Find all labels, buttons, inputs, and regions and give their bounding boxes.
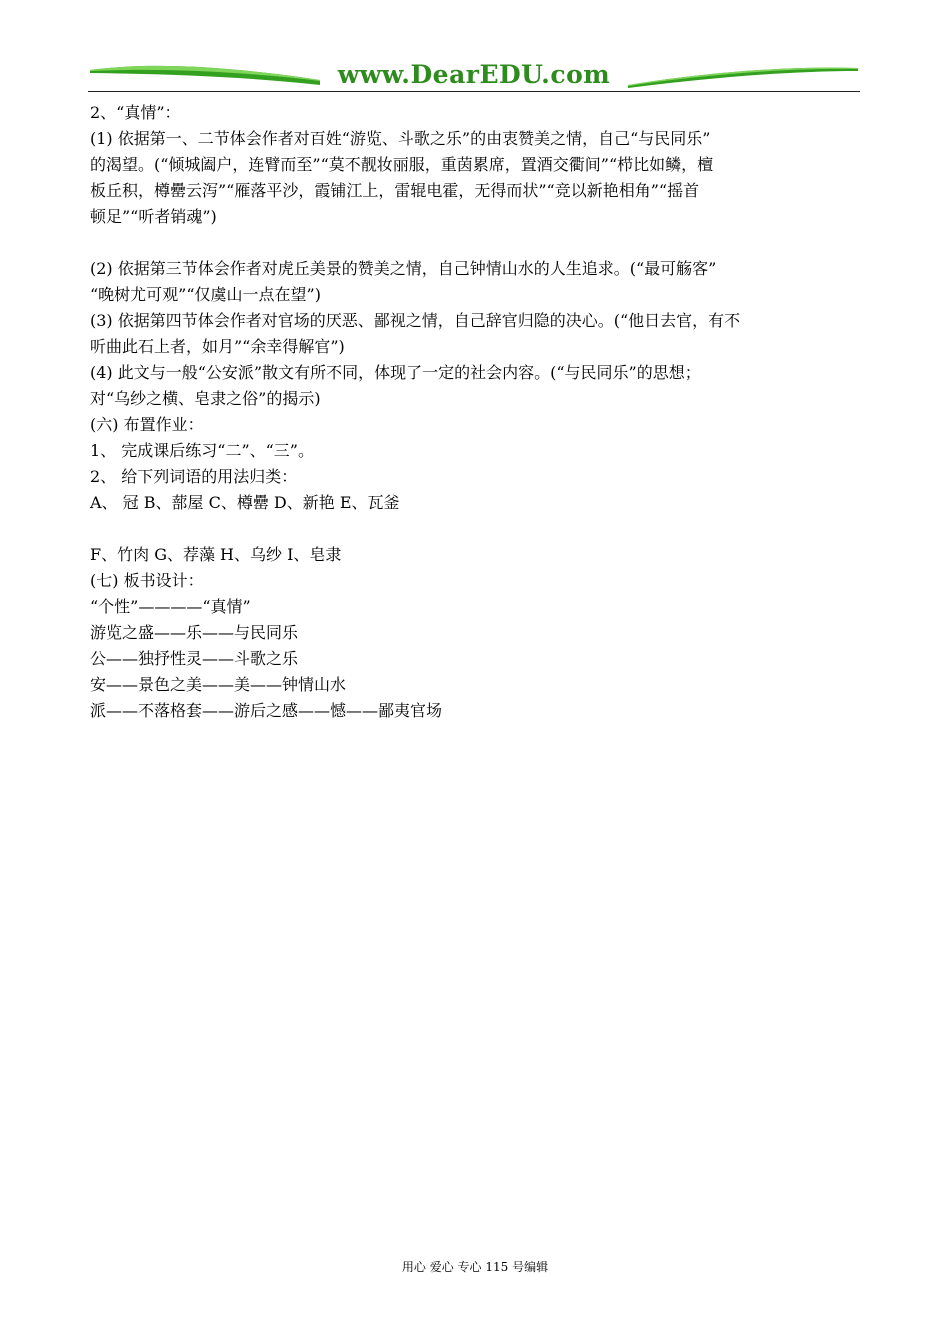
blank-line: [90, 516, 862, 542]
board-line: 派——不落格套——游后之感——憾——鄙夷官场: [90, 701, 443, 720]
site-logo[interactable]: www.DearEDU.com: [337, 60, 611, 89]
text-line: 板丘积，樽罍云泻”“雁落平沙，霞铺江上，雷辊电霍，无得而状”“竞以新艳相角”“摇首: [90, 181, 700, 200]
site-header: [88, 58, 860, 94]
text-line: 的渴望。(“倾城阖户，连臂而至”“莫不靓妆丽服，重茵累席，置酒交衢间”“栉比如鳞，檀: [90, 155, 714, 174]
text-line: A、 冠 B、蔀屋 C、樽罍 D、新艳 E、瓦釜: [90, 493, 400, 512]
section-heading: (七) 板书设计：: [90, 571, 204, 590]
text-line: 1、 完成课后练习“二”、“三”。: [90, 441, 314, 460]
text-line: 2、 给下列词语的用法归类：: [90, 467, 298, 486]
section-heading: (六) 布置作业：: [90, 415, 204, 434]
board-line: 公——独抒性灵——斗歌之乐: [90, 649, 299, 668]
board-line: 安——景色之美——美——钟情山水: [90, 675, 347, 694]
text-line: (3) 依据第四节体会作者对官场的厌恶、鄙视之情，自己辞官归隐的决心。(“他日去官，有不: [90, 311, 741, 330]
text-line: (1) 依据第一、二节体会作者对百姓“游览、斗歌之乐”的由衷赞美之情，自己“与民同乐”: [90, 129, 711, 148]
page-footer: 用心 爱心 专心 115 号编辑: [401, 1260, 549, 1274]
text-line: (2) 依据第三节体会作者对虎丘美景的赞美之情，自己钟情山水的人生追求。(“最可觞客”: [90, 259, 717, 278]
board-line: 游览之盛——乐——与民同乐: [90, 623, 299, 642]
text-line: “晚树尤可观”“仅虞山一点在望”): [90, 285, 321, 304]
text-line: 对“乌纱之横、皂隶之俗”的揭示): [90, 389, 321, 408]
board-line: “个性”————“真情”: [90, 597, 251, 616]
text-line: 顿足”“听者销魂”): [90, 207, 217, 226]
header-rule: [88, 91, 860, 92]
document-body: [90, 100, 862, 724]
text-line: F、竹肉 G、荐藻 H、乌纱 I、皂隶: [90, 545, 342, 564]
text-line: 2、“真情”：: [90, 103, 181, 122]
text-line: (4) 此文与一般“公安派”散文有所不同，体现了一定的社会内容。(“与民同乐”的思想；: [90, 363, 701, 382]
text-line: 听曲此石上者，如月”“余幸得解官”): [90, 337, 345, 356]
blank-line: [90, 230, 862, 256]
